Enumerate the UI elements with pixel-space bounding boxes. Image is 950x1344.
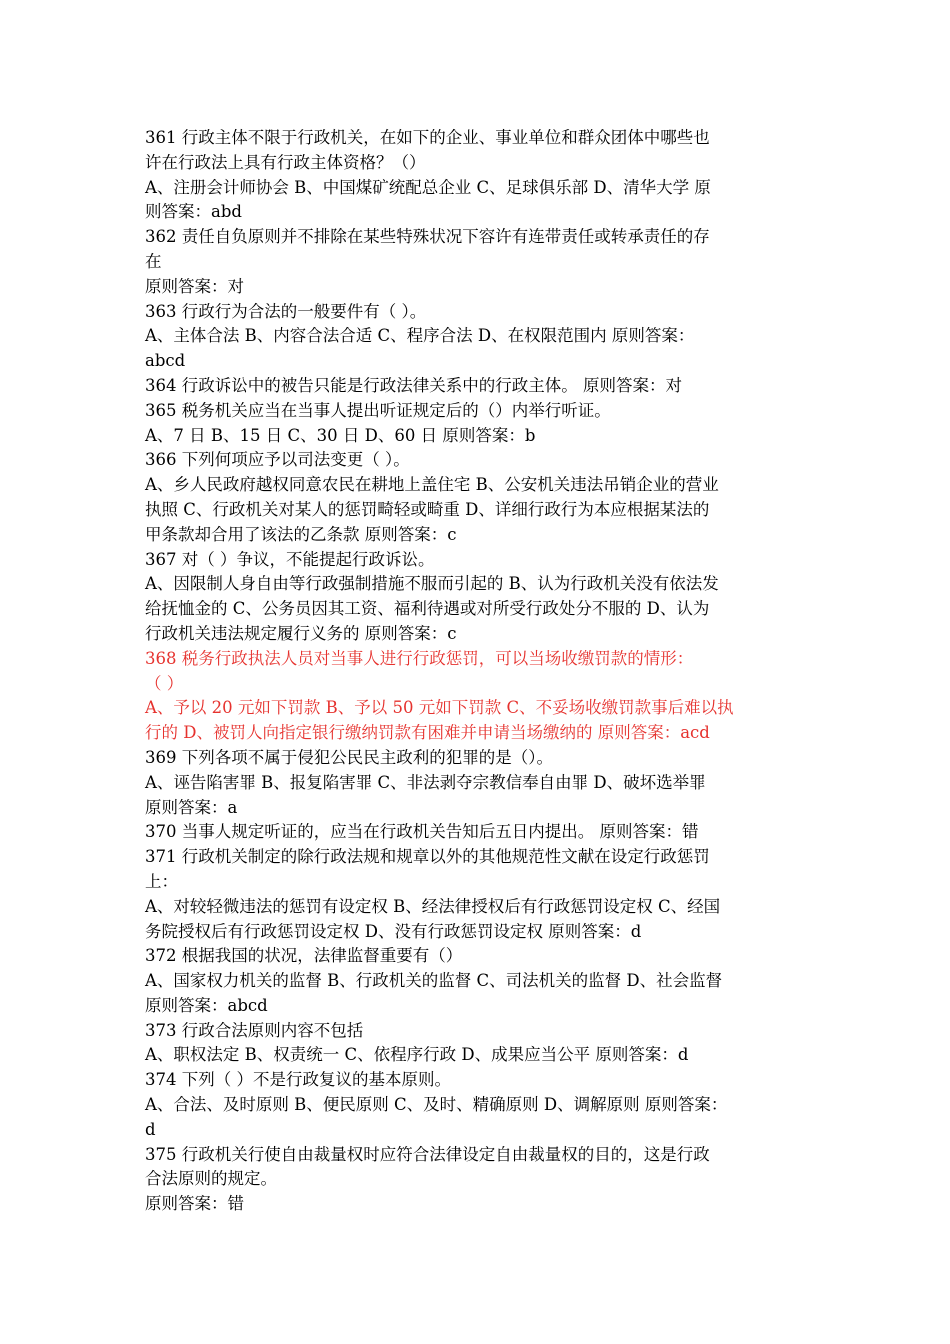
- text-line: 行政机关违法规定履行义务的 原则答案：c: [145, 623, 457, 643]
- text-line: 370 当事人规定听证的，应当在行政机关告知后五日内提出。 原则答案：错: [145, 822, 699, 842]
- highlighted-text-line: （ ）: [145, 673, 184, 693]
- text-line: 374 下列（ ）不是行政复议的基本原则。: [145, 1070, 451, 1090]
- text-line: 373 行政合法原则内容不包括: [145, 1020, 364, 1040]
- text-line: 原则答案：a: [145, 797, 238, 817]
- text-line: A、7 日 B、15 日 C、30 日 D、60 日 原则答案：b: [145, 425, 536, 445]
- text-line: A、对较轻微违法的惩罚有设定权 B、经法律授权后有行政惩罚设定权 C、经国: [145, 896, 721, 916]
- text-line: 372 根据我国的状况，法律监督重要有（）: [145, 946, 463, 966]
- text-line: A、注册会计师协会 B、中国煤矿统配总企业 C、足球俱乐部 D、清华大学 原: [145, 177, 711, 197]
- text-line: 原则答案：对: [145, 276, 244, 296]
- text-line: 原则答案：错: [145, 1194, 244, 1214]
- text-line: 甲条款却合用了该法的乙条款 原则答案：c: [145, 524, 457, 544]
- text-line: 363 行政行为合法的一般要件有（ ）。: [145, 301, 427, 321]
- text-line: 务院授权后有行政惩罚设定权 D、没有行政惩罚设定权 原则答案：d: [145, 921, 642, 941]
- text-line: 367 对（ ）争议，不能提起行政诉讼。: [145, 549, 435, 569]
- text-line: A、职权法定 B、权责统一 C、依程序行政 D、成果应当公平 原则答案：d: [145, 1045, 689, 1065]
- text-line: 则答案：abd: [145, 202, 242, 222]
- text-line: A、主体合法 B、内容合法合适 C、程序合法 D、在权限范围内 原则答案：: [145, 326, 695, 346]
- text-line: 366 下列何项应予以司法变更（ ）。: [145, 450, 410, 470]
- text-line: 369 下列各项不属于侵犯公民民主政利的犯罪的是（）。: [145, 747, 553, 767]
- highlighted-text-line: 行的 D、被罚人向指定银行缴纳罚款有困难并申请当场缴纳的 原则答案：acd: [145, 723, 710, 743]
- text-line: 361 行政主体不限于行政机关，在如下的企业、事业单位和群众团体中哪些也: [145, 128, 710, 147]
- text-line: 365 税务机关应当在当事人提出听证规定后的（）内举行听证。: [145, 400, 611, 420]
- text-line: A、国家权力机关的监督 B、行政机关的监督 C、司法机关的监督 D、社会监督: [145, 971, 723, 991]
- text-line: 合法原则的规定。: [145, 1169, 277, 1189]
- text-line: 执照 C、行政机关对某人的惩罚畸轻或畸重 D、详细行政行为本应根据某法的: [145, 499, 710, 519]
- text-line: A、因限制人身自由等行政强制措施不服而引起的 B、认为行政机关没有依法发: [145, 574, 719, 594]
- text-line: 上：: [145, 871, 178, 891]
- document-body: [145, 126, 815, 1217]
- text-line: abcd: [145, 351, 186, 371]
- text-line: 许在行政法上具有行政主体资格？（）: [145, 152, 426, 172]
- text-line: 在: [145, 251, 162, 271]
- text-line: A、诬告陷害罪 B、报复陷害罪 C、非法剥夺宗教信奉自由罪 D、破坏选举罪: [145, 772, 706, 792]
- highlighted-text-line: A、予以 20 元如下罚款 B、予以 50 元如下罚款 C、不妥场收缴罚款事后难以执: [145, 698, 734, 718]
- text-line: A、乡人民政府越权同意农民在耕地上盖住宅 B、公安机关违法吊销企业的营业: [145, 475, 719, 495]
- text-line: 364 行政诉讼中的被告只能是行政法律关系中的行政主体。 原则答案：对: [145, 375, 682, 395]
- highlighted-text-line: 368 税务行政执法人员对当事人进行行政惩罚，可以当场收缴罚款的情形：: [145, 648, 694, 668]
- text-line: A、合法、及时原则 B、便民原则 C、及时、精确原则 D、调解原则 原则答案：: [145, 1095, 728, 1115]
- text-line: 362 责任自负原则并不排除在某些特殊状况下容许有连带责任或转承责任的存: [145, 227, 710, 247]
- text-line: 原则答案：abcd: [145, 995, 268, 1015]
- text-line: d: [145, 1119, 156, 1139]
- text-line: 375 行政机关行使自由裁量权时应符合法律设定自由裁量权的目的，这是行政: [145, 1144, 710, 1164]
- text-line: 给抚恤金的 C、公务员因其工资、福利待遇或对所受行政处分不服的 D、认为: [145, 599, 710, 619]
- text-line: 371 行政机关制定的除行政法规和规章以外的其他规范性文献在设定行政惩罚: [145, 847, 710, 867]
